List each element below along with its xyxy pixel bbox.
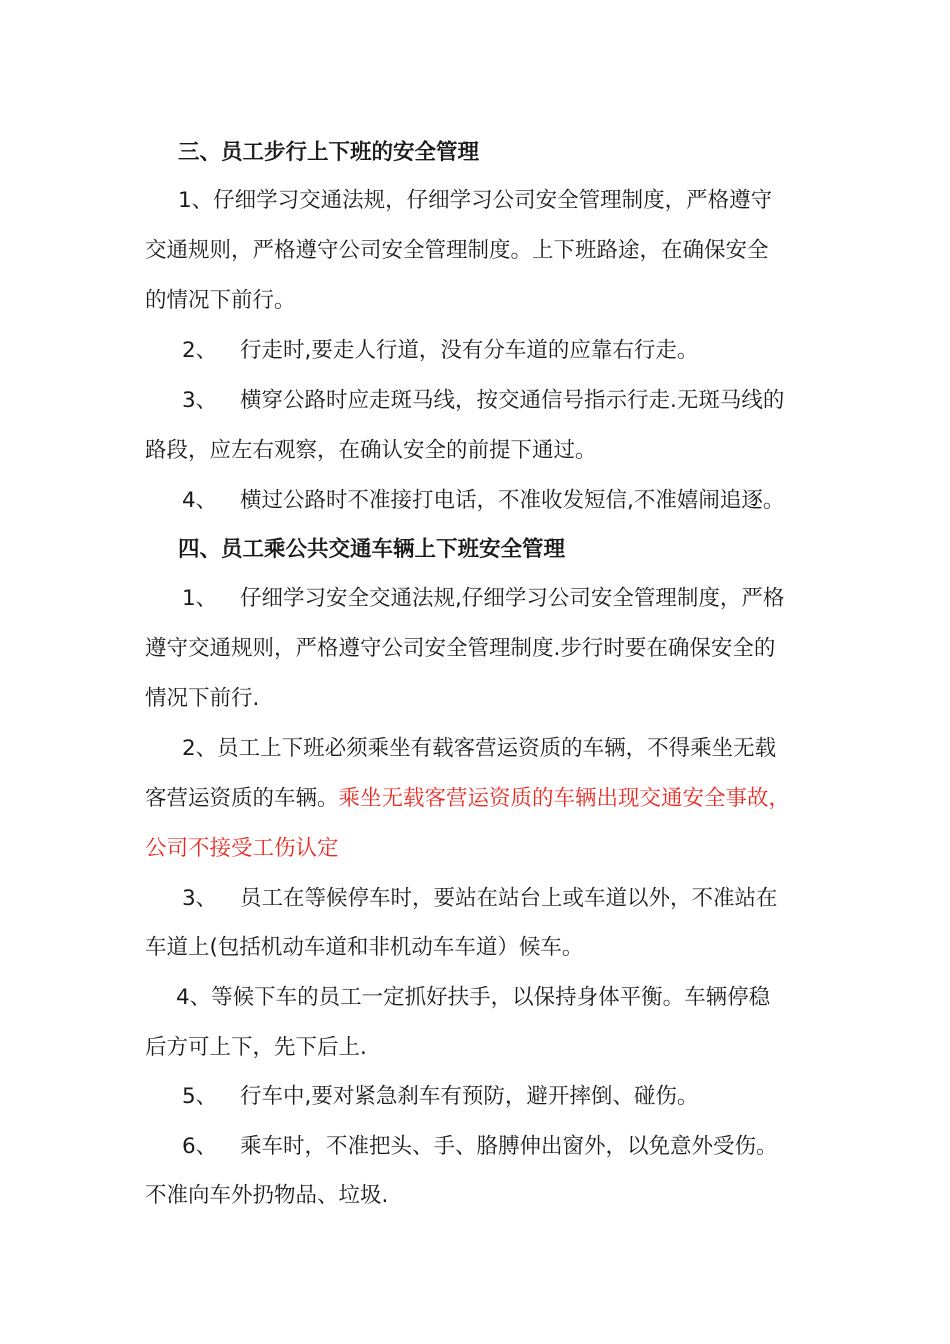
paragraph-line: 1、仔细学习交通法规，仔细学习公司安全管理制度，严格遵守 xyxy=(178,188,773,213)
paragraph-line: 遵守交通规则，严格遵守公司安全管理制度.步行时要在确保安全的 xyxy=(145,636,776,661)
item-number: 5、 xyxy=(182,1084,218,1109)
section-heading: 三、员工步行上下班的安全管理 xyxy=(178,140,480,165)
paragraph-line xyxy=(145,784,790,814)
paragraph-line: 的情况下前行。 xyxy=(145,288,296,313)
paragraph-line: 车道上(包括机动车道和非机动车车道）候车。 xyxy=(145,935,584,960)
paragraph-line: 行走时,要走人行道，没有分车道的应靠右行走。 xyxy=(240,338,699,363)
item-number: 6、 xyxy=(182,1134,218,1159)
paragraph-line xyxy=(145,834,339,864)
paragraph-line: 员工在等候停车时，要站在站台上或车道以外，不准站在 xyxy=(240,886,778,911)
paragraph-line: 乘车时，不准把头、手、胳膊伸出窗外，以免意外受伤。 xyxy=(240,1134,778,1159)
paragraph-line: 2、员工上下班必须乘坐有载客营运资质的车辆，不得乘坐无载 xyxy=(182,736,777,761)
paragraph-line: 路段，应左右观察，在确认安全的前提下通过。 xyxy=(145,438,597,463)
paragraph-line: 行车中,要对紧急刹车有预防，避开摔倒、碰伤。 xyxy=(240,1084,699,1109)
paragraph-line: 横过公路时不准接打电话，不准收发短信,不准嬉闹追逐。 xyxy=(240,488,785,513)
item-number: 3、 xyxy=(182,886,218,911)
paragraph-text: 客营运资质的车辆。 xyxy=(145,786,339,811)
section-heading: 四、员工乘公共交通车辆上下班安全管理 xyxy=(178,537,566,562)
item-number: 1、 xyxy=(182,586,218,611)
paragraph-line: 情况下前行. xyxy=(145,686,260,711)
paragraph-line: 不准向车外扔物品、垃圾. xyxy=(145,1183,389,1208)
paragraph-line: 横穿公路时应走斑马线，按交通信号指示行走.无斑马线的 xyxy=(240,388,785,413)
paragraph-line: 仔细学习安全交通法规,仔细学习公司安全管理制度，严格 xyxy=(240,586,785,611)
item-number: 3、 xyxy=(182,388,218,413)
item-number: 2、 xyxy=(182,338,218,363)
paragraph-line: 交通规则，严格遵守公司安全管理制度。上下班路途，在确保安全 xyxy=(145,238,769,263)
item-number: 4、 xyxy=(182,488,218,513)
paragraph-line: 后方可上下，先下后上. xyxy=(145,1035,367,1060)
paragraph-line: 4、等候下车的员工一定抓好扶手，以保持身体平衡。车辆停稳 xyxy=(176,985,771,1010)
highlighted-text: 公司不接受工伤认定 xyxy=(145,836,339,861)
highlighted-text: 乘坐无载客营运资质的车辆出现交通安全事故， xyxy=(338,786,791,811)
